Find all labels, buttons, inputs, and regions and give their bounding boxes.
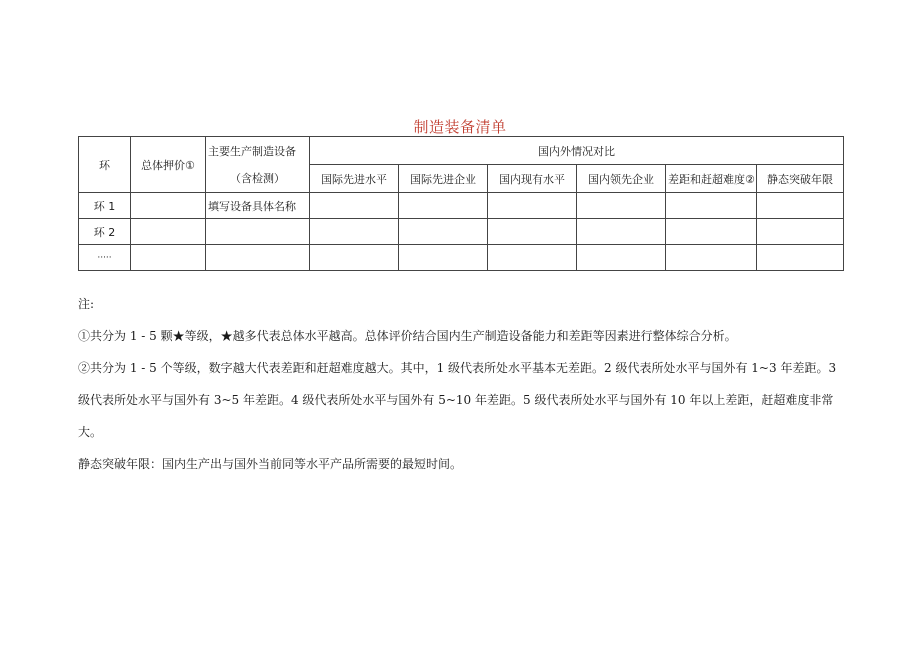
row-cell [666,245,757,271]
header-ring: 环 [79,137,131,193]
note-gap-explanation: ②共分为 1 - 5 个等级，数字越大代表差距和赶超难度越大。其中，1 级代表所处水平基本无差距。2 级代表所处水平与国外有 1~3 年差距。3 级代表所处水平与国外有 3~5 年差距。4 级代表所处水平与国外有 5~10 年差距。5 级代表所处水平与国外有 10 年以上差距，赶超难度非常大。 [78,361,837,439]
row-cell [310,193,399,219]
row-cell [488,219,577,245]
equipment-table [78,136,844,271]
row-cell [399,193,488,219]
note-breakthrough-definition: 静态突破年限：国内生产出与国外当前同等水平产品所需要的最短时间。 [78,457,463,471]
row-cell [577,193,666,219]
row-cell [577,219,666,245]
row-cell [757,245,844,271]
row-ring: 环 1 [79,193,131,219]
notes-heading: 注: [78,297,95,311]
row-cell [488,245,577,271]
header-equipment-line2: （含检测） [230,171,285,185]
table-header-row-1 [79,137,844,165]
row-cell [666,219,757,245]
row-cell [666,193,757,219]
row-cell [488,193,577,219]
row-rating-cell [131,245,206,271]
row-cell [310,245,399,271]
row-cell [399,245,488,271]
row-cell [310,219,399,245]
row-equipment-cell [206,219,310,245]
header-domestic-current-level: 国内现有水平 [488,165,577,193]
row-cell [399,219,488,245]
table-row [79,193,844,219]
table-row [79,219,844,245]
note-rating-explanation: ①共分为 1 - 5 颗★等级，★越多代表总体水平越高。总体评价结合国内生产制造设备能力和差距等因素进行整体综合分析。 [78,329,737,343]
row-equipment-cell [206,245,310,271]
row-equipment-cell: 填写设备具体名称 [206,193,310,219]
header-domestic-leading-enterprise: 国内领先企业 [577,165,666,193]
header-equipment [206,137,310,193]
row-cell [757,219,844,245]
page-title: 制造装备清单 [413,118,507,136]
table-row [79,245,844,271]
row-rating-cell [131,219,206,245]
header-intl-advanced-level: 国际先进水平 [310,165,399,193]
row-cell [577,245,666,271]
header-comparison-group: 国内外情况对比 [310,137,844,165]
header-static-breakthrough-years: 静态突破年限 [757,165,844,193]
header-gap-difficulty: 差距和赶超难度② [666,165,757,193]
row-rating-cell [131,193,206,219]
row-ring: 环 2 [79,219,131,245]
header-intl-advanced-enterprise: 国际先进企业 [399,165,488,193]
row-cell [757,193,844,219]
notes-section [78,288,846,480]
header-overall-rating: 总体押价① [131,137,206,193]
header-equipment-line1: 主要生产制造设备 [208,144,296,158]
row-ring: ····· [79,245,131,271]
